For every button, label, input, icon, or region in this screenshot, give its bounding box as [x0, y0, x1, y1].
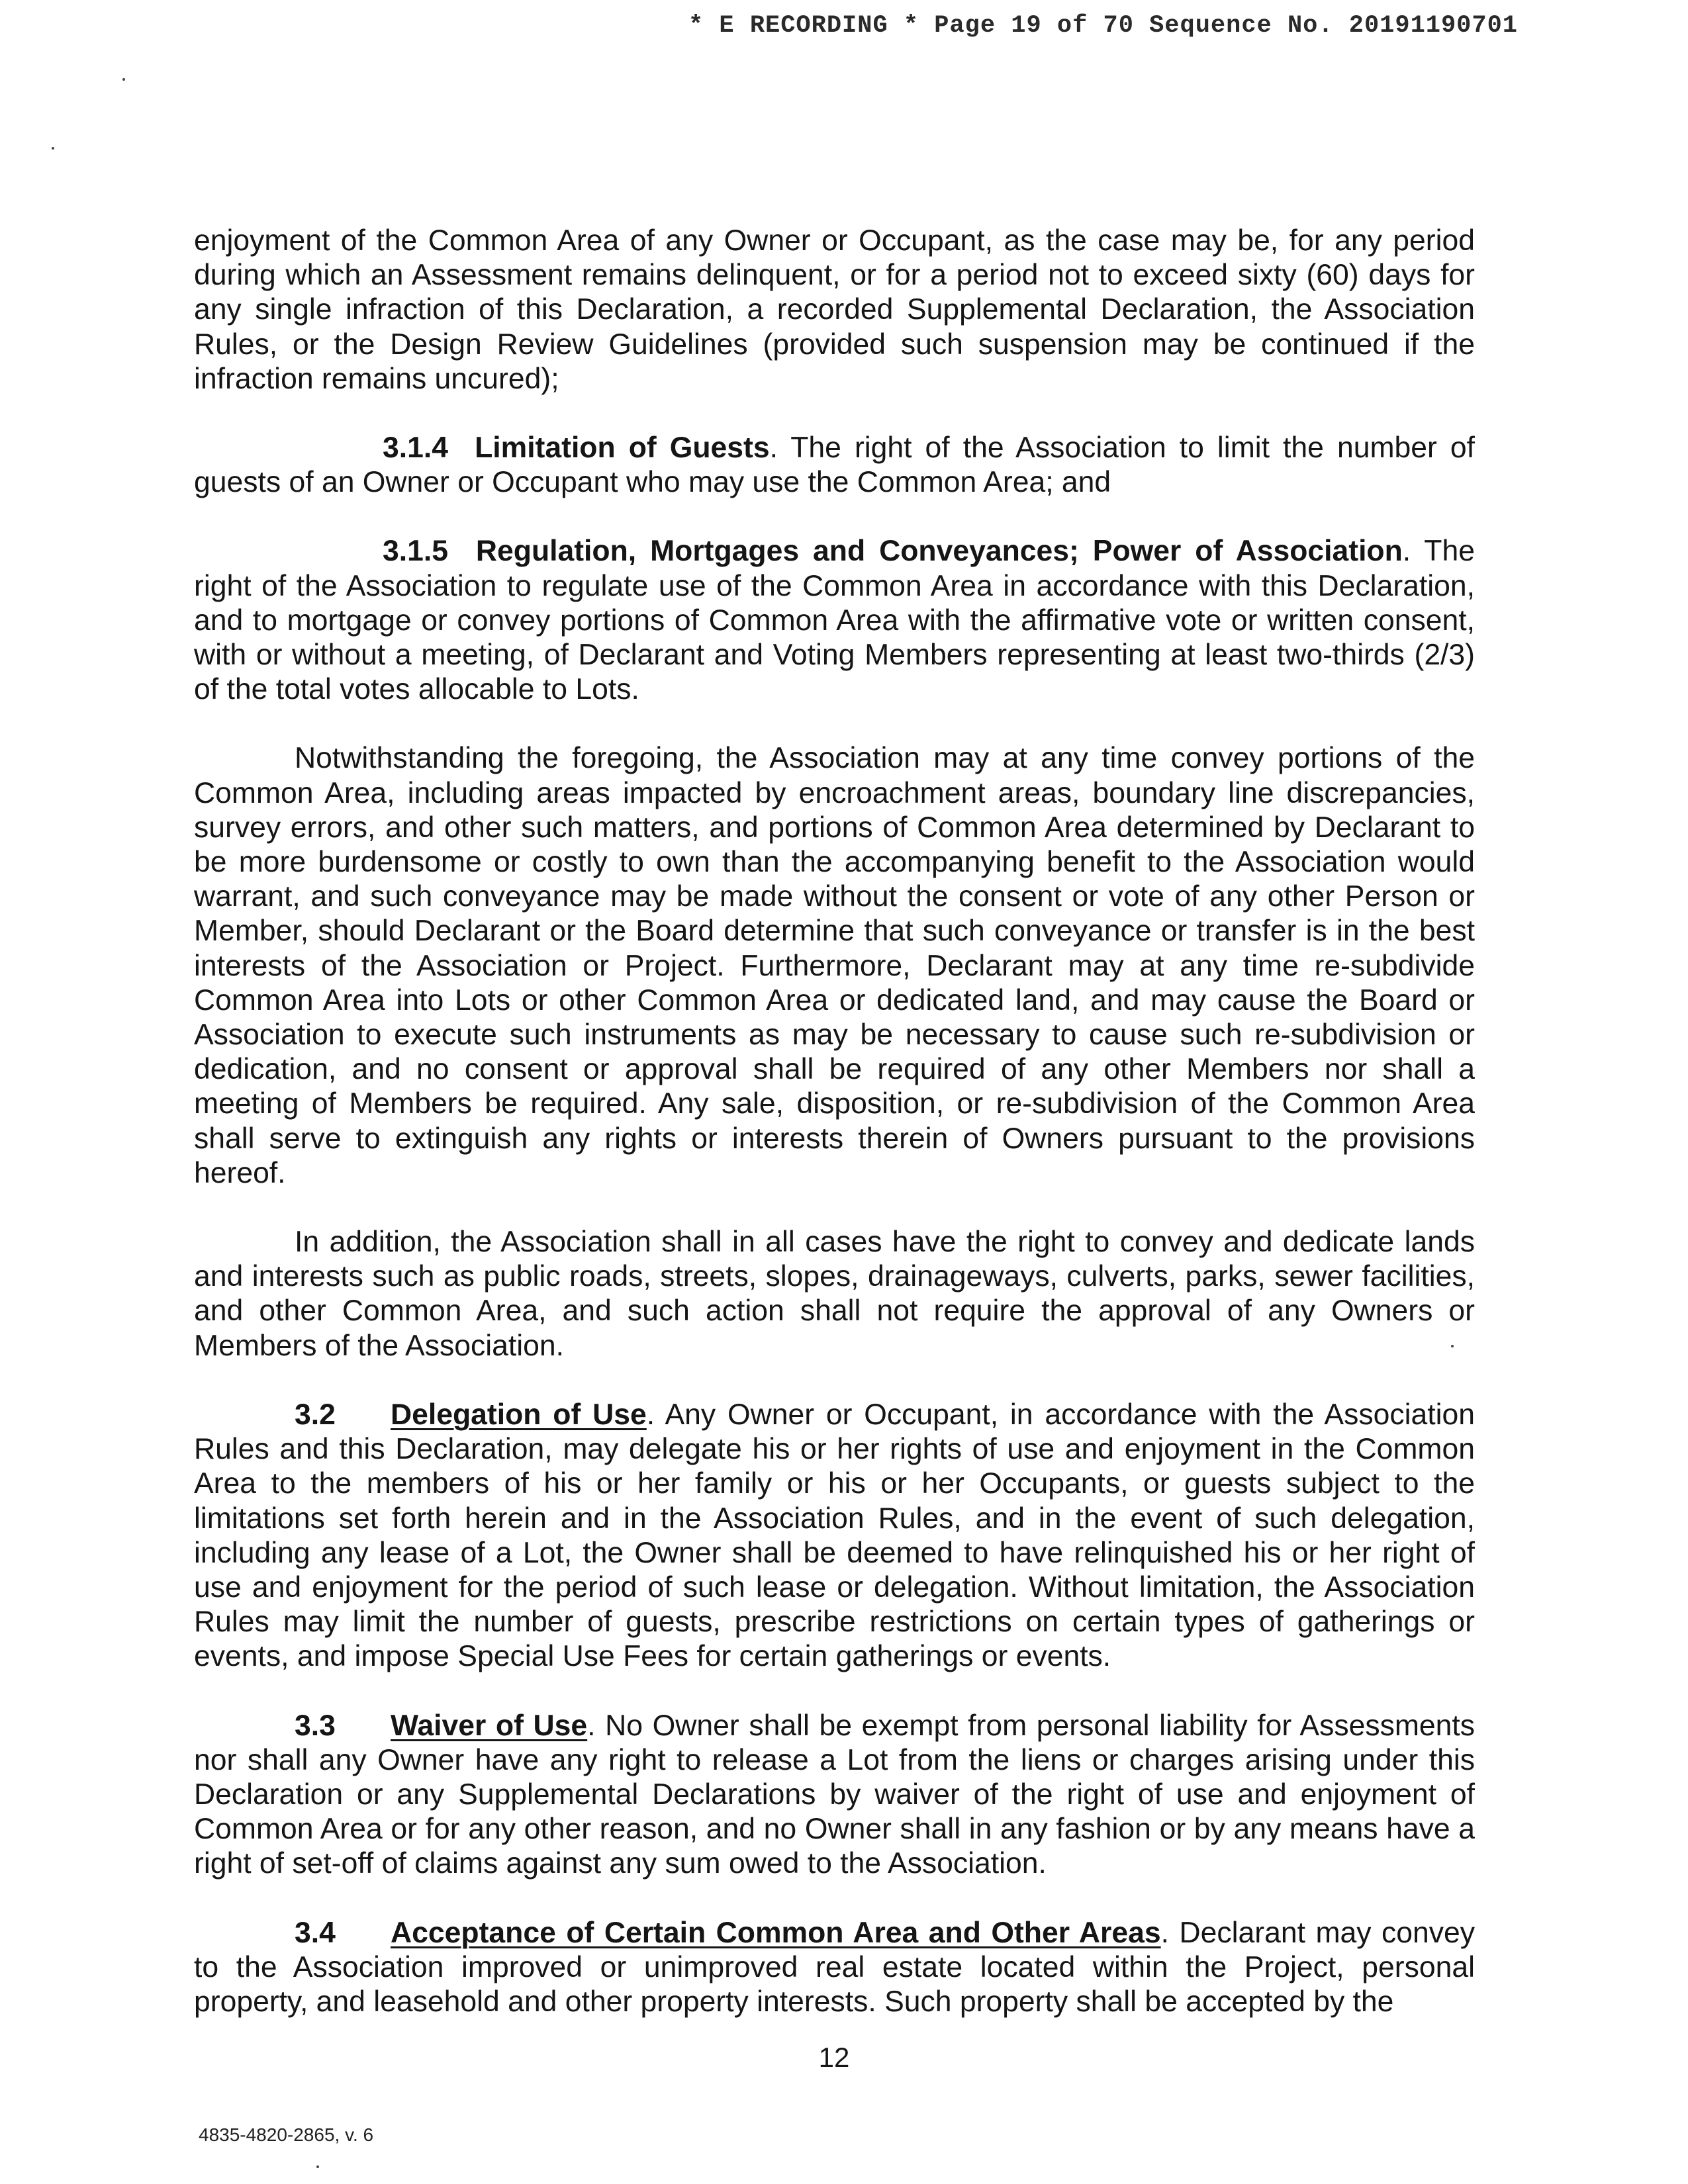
section-text: . The right of the Association to limit the number of guests of an Owner or Occupant who may use the Common Area; and [194, 432, 1475, 499]
section-3-2 [194, 1398, 1475, 1674]
scan-speck [52, 147, 54, 150]
paragraph-continuation: enjoyment of the Common Area of any Owner or Occupant, as the case may be, for any period during which an Assessment remains delinquent, or for a period not to exceed sixty (60) days for any single infraction of this Declaration, a recorded Supplemental Declaration, the Association Rules, or the Design Review Guidelines (provided such suspension may be continued if the infraction remains uncured); [194, 224, 1475, 395]
scan-speck [316, 2165, 319, 2168]
section-title: Delegation of Use [391, 1398, 647, 1431]
section-text: . Any Owner or Occupant, in accordance with the Association Rules and this Declaration, may delegate his or her rights of use and enjoyment in the Common Area to the members of his or her family or his or her Occupants, or guests subject to the limitations set forth herein and in the Association Rules, and in the event of such delegation, including any lease of a Lot, the Owner shall be deemed to have relinquished his or her right of use and enjoyment for the period of such lease or delegation. Without limitation, the Association Rules may limit the number of guests, prescribe restrictions on certain types of gatherings or events, and impose Special Use Fees for certain gatherings or events. [194, 1398, 1475, 1673]
section-number: 3.3 [295, 1709, 336, 1742]
section-number: 3.2 [295, 1398, 336, 1431]
section-title: Waiver of Use [391, 1709, 588, 1742]
paragraph-notwithstanding: Notwithstanding the foregoing, the Association may at any time convey portions of the Common Area, including areas impacted by encroachment areas, boundary line discrepancies, survey errors, and other such matters, and portions of Common Area determined by Declarant to be more burdensome or costly to own than the accompanying benefit to the Association would warrant, and such conveyance may be made without the consent or vote of any other Person or Member, should Declarant or the Board determine that such conveyance or transfer is in the best interests of the Association or Project. Furthermore, Declarant may at any time re-subdivide Common Area into Lots or other Common Area or dedicated land, and may cause the Board or Association to execute such instruments as may be necessary to cause such re-subdivision or dedication, and no consent or approval shall be required of any other Members nor shall a meeting of Members be required. Any sale, disposition, or re-subdivision of the Common Area shall serve to extinguish any rights or interests therein of Owners pursuant to the provisions hereof. [194, 742, 1475, 1189]
section-3-4 [194, 1916, 1475, 2020]
paragraph-in-addition: In addition, the Association shall in all cases have the right to convey and dedicate lands and interests such as public roads, streets, slopes, drainageways, culverts, parks, sewer facilities, and other Common Area, and such action shall not require the approval of any Owners or Members of the Association. [194, 1226, 1475, 1362]
section-number: 3.4 [295, 1916, 336, 1949]
section-text: . No Owner shall be exempt from personal liability for Assessments nor shall any Owner have any right to release a Lot from the liens or charges arising under this Declaration or any Supplemental Declarations by waiver of the right of use and enjoyment of Common Area or for any other reason, and no Owner shall in any fashion or by any means have a right of set-off of claims against any sum owed to the Association. [194, 1709, 1476, 1880]
section-number: 3.1.5 [383, 535, 448, 568]
section-number: 3.1.4 [383, 432, 448, 465]
section-text: . The right of the Association to regulate use of the Common Area in accordance with this Declaration, and to mortgage or convey portions of Common Area with the affirmative vote or written consent, with or without a meeting, of Declarant and Voting Members representing at least two-thirds (2/3) of the total votes allocable to Lots. [194, 535, 1475, 706]
document-body [194, 224, 1475, 2054]
scan-speck [1451, 1345, 1454, 1347]
section-3-1-4 [194, 431, 1475, 500]
section-title: Limitation of Guests [475, 432, 770, 465]
section-3-1-5 [194, 534, 1475, 707]
section-text: . Declarant may convey to the Association improved or unimproved real estate located within the Project, personal property, and leasehold and other property interests. Such property shall be accepted by the [194, 1916, 1476, 2018]
section-3-3 [194, 1709, 1475, 1882]
section-title: Acceptance of Certain Common Area and Other Areas [391, 1916, 1161, 1949]
scan-speck [122, 78, 125, 81]
recording-stamp-header: * E RECORDING * Page 19 of 70 Sequence No. 20191190701 [688, 12, 1518, 40]
document-id: 4835-4820-2865, v. 6 [199, 2124, 374, 2145]
page-number: 12 [818, 2042, 850, 2073]
section-title: Regulation, Mortgages and Conveyances; Power of Association [475, 535, 1403, 568]
